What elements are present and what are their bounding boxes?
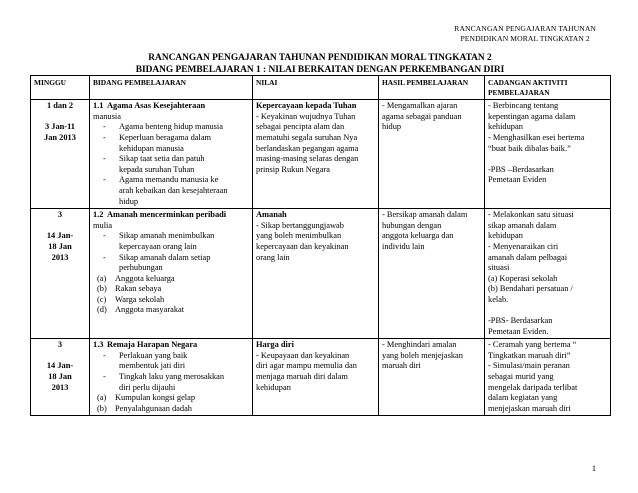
- hasil-cell: [379, 100, 485, 209]
- value-line: prinsip Rukun Negara: [256, 164, 330, 174]
- value-line: berlandaskan pegangan agama: [256, 143, 359, 153]
- bidang-cell: [90, 339, 253, 416]
- value-line: - Sikap bertanggungjawab: [256, 220, 344, 230]
- sub-list-marker: (a): [97, 273, 107, 283]
- sub-list-marker: (a): [97, 393, 107, 403]
- table-body: [31, 100, 611, 416]
- activity-line: kehidupan: [488, 231, 523, 241]
- col-header-minggu: MINGGU: [31, 76, 90, 100]
- week-label: 3: [57, 210, 63, 220]
- sub-list-marker: (b): [97, 403, 107, 413]
- list-item-line: Sikap amanah dalam setiap: [119, 252, 211, 262]
- list-item-line: Perlakuan yang baik: [119, 350, 188, 360]
- outcome-line: hubungan dengan: [382, 220, 442, 230]
- list-item-line: membentuk jati diri: [119, 361, 186, 371]
- col-header-cadangan: CADANGAN AKTIVITI PEMBELAJARAN: [485, 76, 611, 100]
- running-header-line1: RANCANGAN PENGAJARAN TAHUNAN: [454, 24, 596, 33]
- nilai-cell: [253, 339, 379, 416]
- activity-line: Pemetaan Eviden: [488, 175, 547, 185]
- sub-list-marker: (c): [97, 294, 107, 304]
- topic-number: 1.1: [93, 101, 104, 111]
- learning-area-title: BIDANG PEMBELAJARAN 1 : NILAI BERKAITAN DENGAN PERKEMBANGAN DIRI: [135, 65, 505, 75]
- table-row: [31, 339, 611, 416]
- topic-title-line: Amanah mencerminkan peribadi: [107, 210, 227, 220]
- topic-items: [93, 231, 249, 316]
- dash-marker: -: [103, 252, 106, 262]
- cadangan-cell: [485, 100, 611, 209]
- list-item-line: perhubungan: [119, 263, 163, 273]
- value-title: Kepercayaan kepada Tuhan: [256, 101, 357, 111]
- week-date-line: 18 Jan: [48, 372, 72, 382]
- dash-marker: -: [103, 175, 106, 185]
- document-title: RANCANGAN PENGAJARAN TAHUNAN PENDIDIKAN MORAL TINGKATAN 2: [148, 53, 492, 63]
- activity-line: -PBS –Berdasarkan: [488, 164, 554, 174]
- sub-list-item: [93, 274, 249, 285]
- activity-line: (b) Bendahari persatuan /: [488, 284, 573, 294]
- list-item: [93, 351, 249, 372]
- list-item-line: hidup: [119, 196, 139, 206]
- cadangan-cell: [485, 339, 611, 416]
- activity-line: kelab.: [488, 294, 509, 304]
- week-cell: [31, 100, 90, 209]
- nilai-cell: [253, 100, 379, 209]
- week-date-line: Jan 2013: [44, 132, 76, 142]
- list-item-line: Agama benteng hidup manusia: [119, 122, 223, 132]
- table-row: [31, 209, 611, 339]
- dash-marker: -: [103, 132, 106, 142]
- activity-line: Pemetaan Eviden.: [488, 326, 549, 336]
- list-item-line: kepada suruhan Tuhan: [119, 164, 195, 174]
- topic-title: [93, 210, 249, 221]
- activity-line: - Ceramah yang bertema “: [488, 340, 577, 350]
- col-header-hasil: HASIL PEMBELAJARAN: [379, 76, 485, 100]
- hasil-cell: [379, 209, 485, 339]
- cadangan-cell: [485, 209, 611, 339]
- list-item: [93, 231, 249, 252]
- value-line: menjaga maruah diri dalam: [256, 372, 348, 382]
- table-row: [31, 100, 611, 209]
- activity-line: - Menyenaraikan ciri: [488, 241, 559, 251]
- topic-title-line: mulia: [93, 220, 113, 230]
- dash-marker: -: [103, 372, 106, 382]
- activity-line: (a) Koperasi sekolah: [488, 273, 558, 283]
- topic-number: 1.3: [93, 340, 104, 350]
- dash-marker: -: [103, 154, 106, 164]
- topic-title-line: manusia: [93, 111, 121, 121]
- value-line: sebagai pencipta alam dan: [256, 122, 345, 132]
- sub-list-text: Anggota masyarakat: [115, 305, 185, 315]
- topic-items: [93, 351, 249, 415]
- sub-list-item: [93, 404, 249, 415]
- bidang-cell: [90, 100, 253, 209]
- value-line: - Keyakinan wujudnya Tuhan: [256, 111, 356, 121]
- week-cell: [31, 209, 90, 339]
- activity-line: - Simulasi/main peranan: [488, 361, 570, 371]
- activity-line: - Berbincang tentang: [488, 101, 559, 111]
- value-line: diri agar mampu memulia dan: [256, 361, 357, 371]
- activity-line: menjejaskan maruah diri: [488, 403, 571, 413]
- page-number: 1: [591, 464, 596, 473]
- dash-marker: -: [103, 350, 106, 360]
- topic-number: 1.2: [93, 210, 104, 220]
- activity-line: -PBS- Berdasarkan: [488, 316, 553, 326]
- outcome-line: maruah diri: [382, 361, 421, 371]
- list-item: [93, 372, 249, 393]
- lesson-plan-table: [30, 75, 611, 416]
- topic-title: [93, 101, 249, 112]
- col-header-nilai: NILAI: [253, 76, 379, 100]
- activity-line: - Menghasilkan esei bertema: [488, 132, 585, 142]
- week-date-line: 18 Jan: [48, 241, 72, 251]
- activity-line: - Melakonkan satu situasi: [488, 210, 574, 220]
- list-item-line: diri perlu dijauhi: [119, 382, 176, 392]
- outcome-line: agama sebagai panduan: [382, 111, 462, 121]
- value-line: masing-masing selaras dengan: [256, 154, 359, 164]
- running-header-line2: PENDIDIKAN MORAL TINGKATAN 2: [460, 34, 590, 43]
- activity-line: Tingkatkan maruah diri”: [488, 350, 571, 360]
- outcome-line: - Mengamalkan ajaran: [382, 101, 458, 111]
- outcome-line: hidup: [382, 122, 402, 132]
- week-cell: [31, 339, 90, 416]
- week-date-line: 3 Jan-11: [44, 122, 75, 132]
- outcome-line: yang boleh menjejaskan: [382, 350, 463, 360]
- value-line: yang boleh menimbulkan: [256, 231, 342, 241]
- sub-list-text: Anggota keluarga: [115, 273, 175, 283]
- bidang-cell: [90, 209, 253, 339]
- value-line: kepercayaan dan keyakinan: [256, 241, 349, 251]
- sub-list-text: Penyalahgunaan dadah: [115, 403, 192, 413]
- outcome-line: - Menghindari amalan: [382, 340, 457, 350]
- sub-list-text: Rakan sebaya: [115, 284, 162, 294]
- hasil-cell: [379, 339, 485, 416]
- col-header-bidang: BIDANG PEMBELAJARAN: [90, 76, 253, 100]
- activity-line: kehidupan: [488, 122, 523, 132]
- value-title: Amanah: [256, 210, 287, 220]
- topic-title-line: Agama Asas Kesejahteraan: [107, 101, 206, 111]
- dash-marker: -: [103, 231, 106, 241]
- list-item: [93, 133, 249, 154]
- week-label: 3: [57, 340, 63, 350]
- value-line: kehidupan: [256, 382, 291, 392]
- sub-list-item: [93, 393, 249, 404]
- sub-list-item: [93, 284, 249, 295]
- activity-line: “buat baik dibalas baik.”: [488, 143, 571, 153]
- sub-list-text: Warga sekolah: [115, 294, 165, 304]
- list-item: [93, 175, 249, 207]
- week-date-line: 14 Jan-: [46, 361, 74, 371]
- topic-title-line: Remaja Harapan Negara: [107, 340, 198, 350]
- activity-line: situasi: [488, 263, 510, 273]
- sub-list-item: [93, 305, 249, 316]
- list-item: [93, 154, 249, 175]
- outcome-line: - Bersikap amanah dalam: [382, 210, 468, 220]
- value-line: mematuhi segala suruhan Nya: [256, 132, 358, 142]
- sub-list-marker: (b): [97, 284, 107, 294]
- week-date-line: 2013: [51, 252, 69, 262]
- activity-line: sebagai murid yang: [488, 372, 554, 382]
- running-header: [454, 24, 596, 44]
- sub-list-marker: (d): [97, 305, 107, 315]
- topic-items: [93, 122, 249, 207]
- week-date-line: 2013: [51, 382, 69, 392]
- activity-line: kepentingan agama dalam: [488, 111, 576, 121]
- list-item-line: Sikap taat setia dan patuh: [119, 154, 205, 164]
- list-item-line: Agama memandu manusia ke: [119, 175, 219, 185]
- nilai-cell: [253, 209, 379, 339]
- value-line: orang lain: [256, 252, 290, 262]
- list-item-line: kepercayaan orang lain: [119, 241, 197, 251]
- value-line: - Keupayaan dan keyakinan: [256, 350, 350, 360]
- list-item-line: arah kebaikan dan kesejahteraan: [119, 185, 228, 195]
- outcome-line: anggota keluarga dan: [382, 231, 454, 241]
- activity-line: amanah dalam pelbagai: [488, 252, 568, 262]
- list-item: [93, 253, 249, 274]
- week-label: 1 dan 2: [46, 101, 74, 111]
- outcome-line: individu lain: [382, 241, 425, 251]
- activity-line: dalam kegiatan yang: [488, 393, 558, 403]
- dash-marker: -: [103, 122, 106, 132]
- list-item-line: Tingkah laku yang merosakkan: [119, 372, 225, 382]
- activity-line: mengelak daripada terlibat: [488, 382, 578, 392]
- sub-list-text: Kumpulan kongsi gelap: [115, 393, 196, 403]
- list-item-line: Keperluan beragama dalam: [119, 132, 212, 142]
- list-item: [93, 122, 249, 133]
- list-item-line: Sikap amanah menimbulkan: [119, 231, 215, 241]
- topic-title: [93, 340, 249, 351]
- list-item-line: kehidupan manusia: [119, 143, 184, 153]
- sub-list-item: [93, 295, 249, 306]
- value-title: Harga diri: [256, 340, 294, 350]
- table-header-row: [31, 76, 611, 100]
- week-date-line: 14 Jan-: [46, 231, 74, 241]
- activity-line: sikap amanah dalam: [488, 220, 557, 230]
